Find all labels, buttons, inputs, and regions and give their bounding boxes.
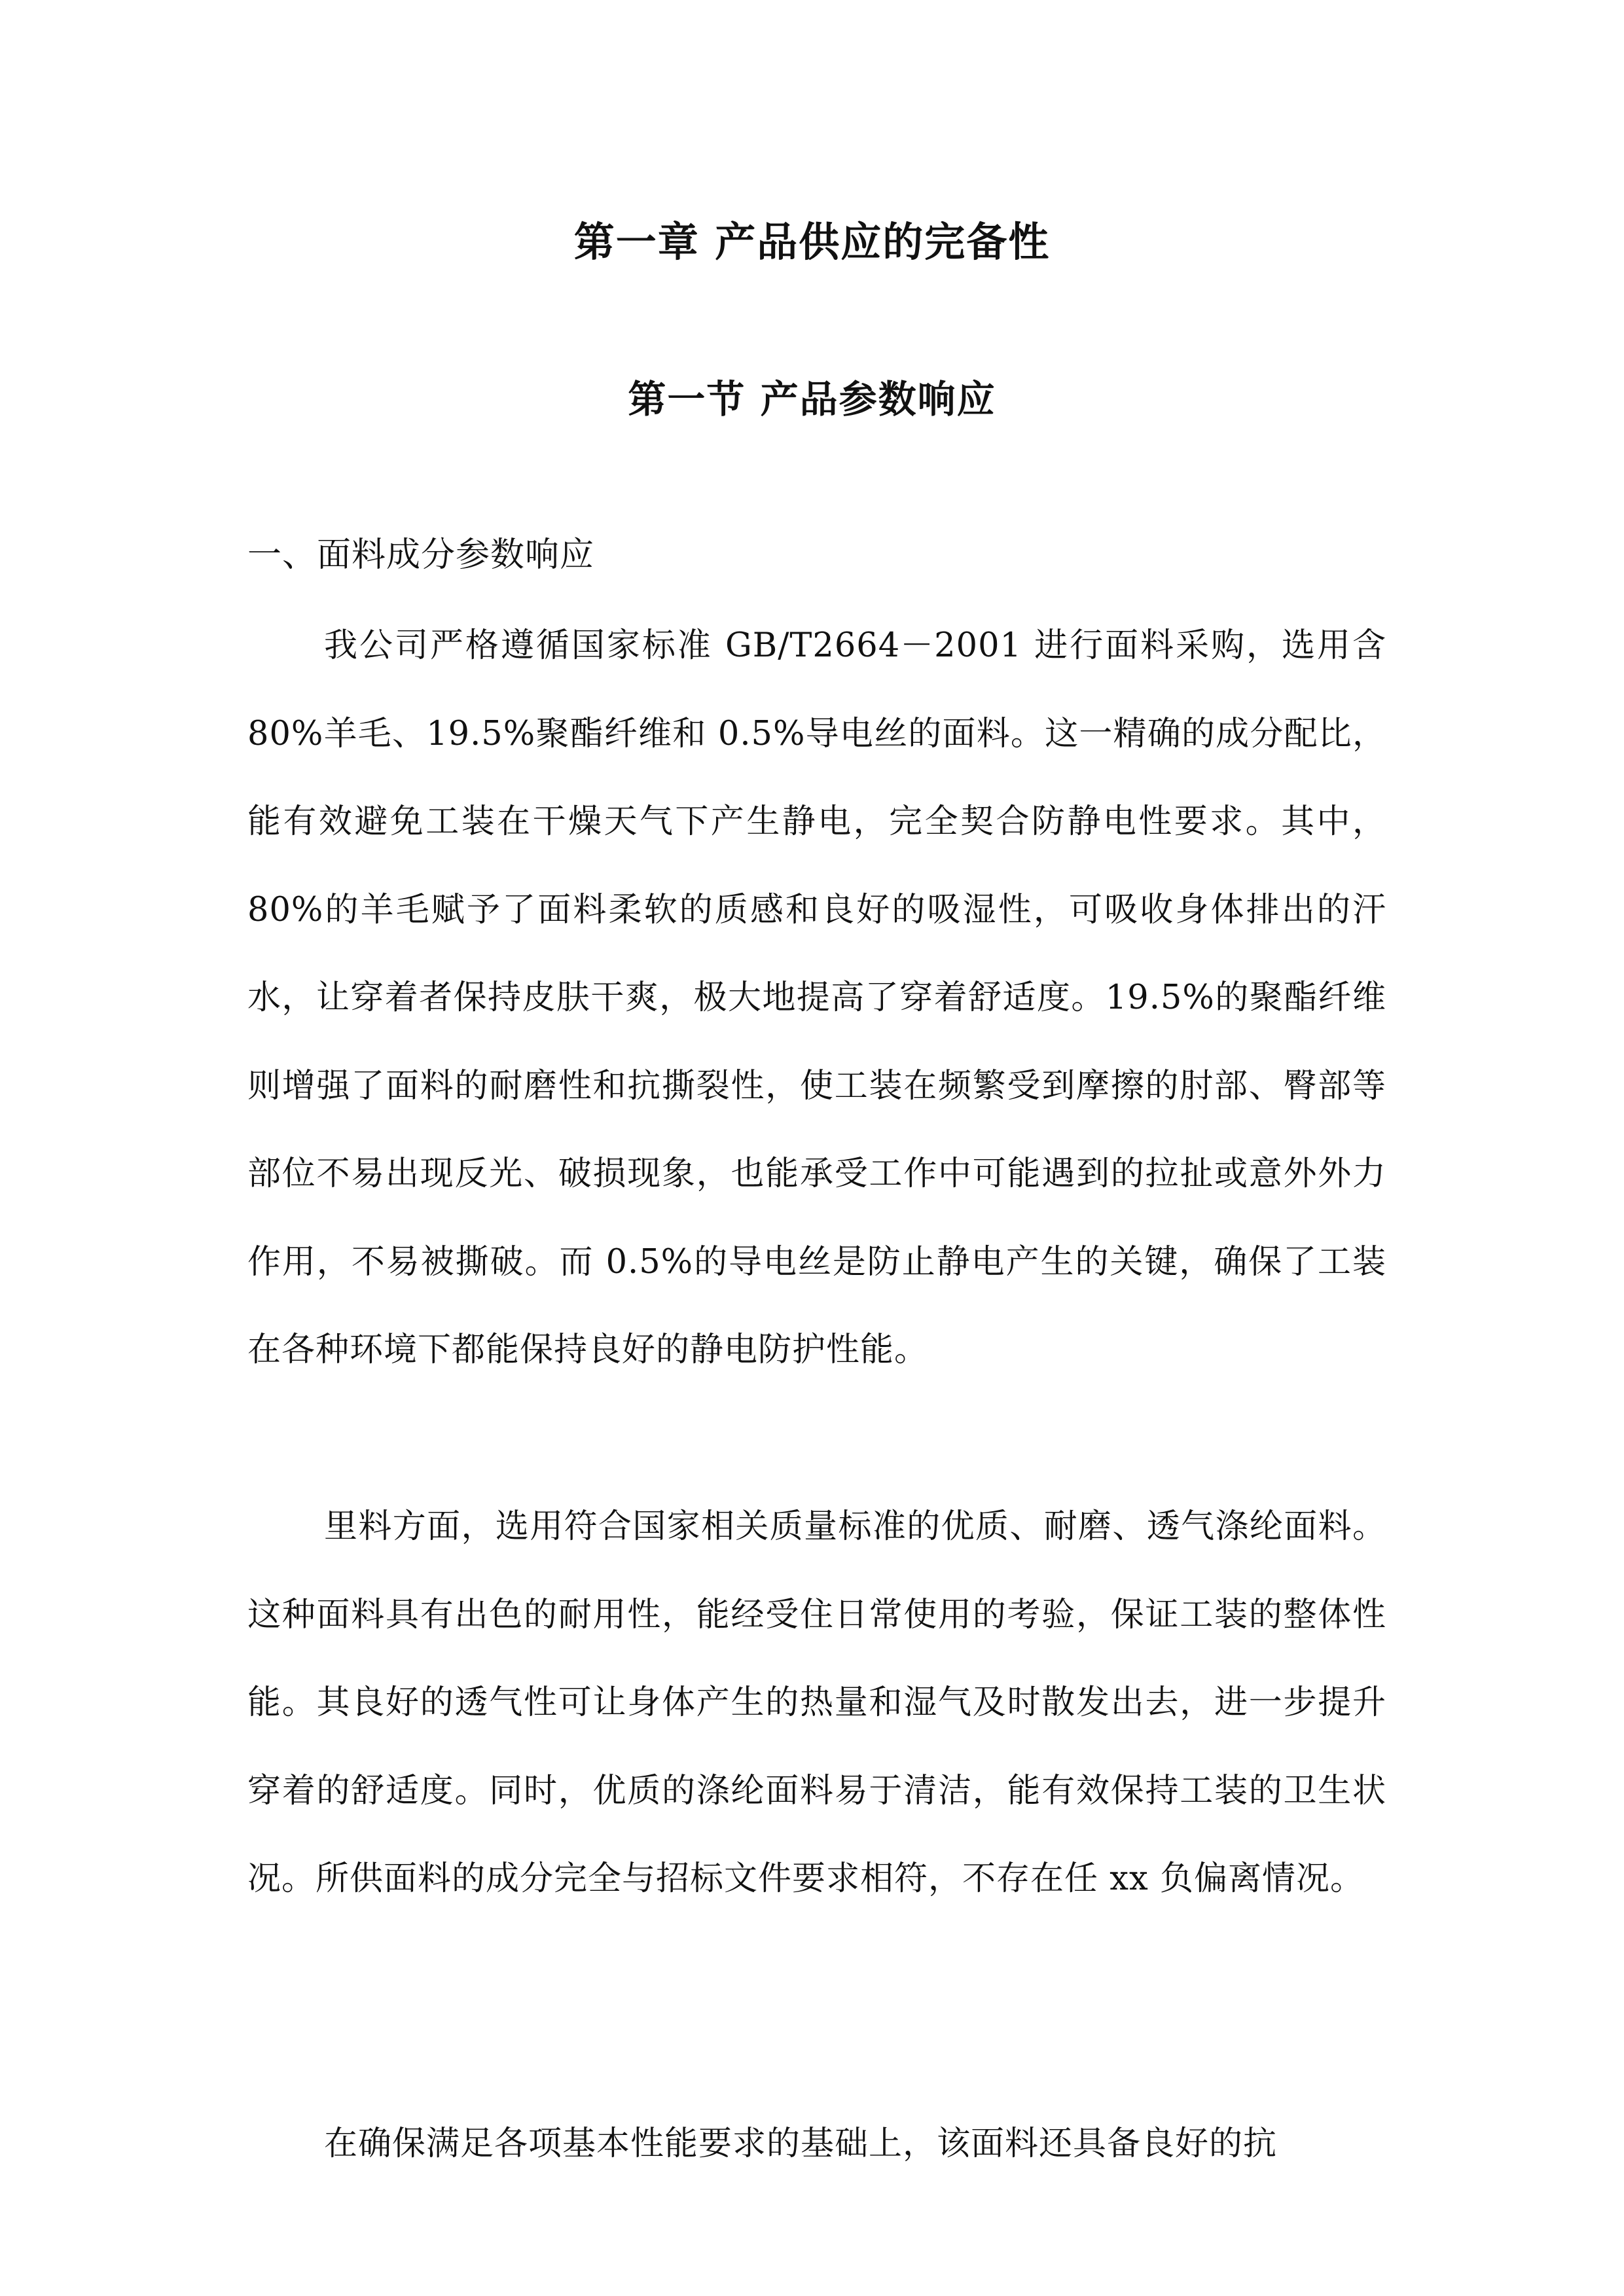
section-title: 第一节 产品参数响应 (628, 377, 996, 422)
paragraph-fabric-composition: 我公司严格遵循国家标准 GB/T2664－2001 进行面料采购，选用含 80%羊毛、19.5%聚酯纤维和 0.5%导电丝的面料。这一精确的成分配比，能有效避免工装在干燥天气下产生静电，完全契合防静电性要求。其中，80%的羊毛赋予了面料柔软的质感和良好的吸湿性，可吸收身体排出的汗水，让穿着者保持皮肤干爽，极大地提高了穿着舒适度。19.5%的聚酯纤维则增强了面料的耐磨性和抗撕裂性，使工装在频繁受到摩擦的肘部、臀部等部位不易出现反光、破损现象，也能承受工作中可能遇到的拉扯或意外外力作用，不易被撕破。而 0.5%的导电丝是防止静电产生的关键，确保了工装在各种环境下都能保持良好的静电防护性能。 (247, 626, 1386, 1369)
paragraph-additional-properties: 在确保满足各项基本性能要求的基础上，该面料还具备良好的抗 (324, 2125, 1278, 2163)
chapter-title: 第一章 产品供应的完备性 (573, 218, 1051, 266)
subheading: 一、面料成分参数响应 (247, 535, 595, 575)
paragraph-lining: 里料方面，选用符合国家相关质量标准的优质、耐磨、透气涤纶面料。这种面料具有出色的耐用性，能经受住日常使用的考验，保证工装的整体性能。其良好的透气性可让身体产生的热量和湿气及时散发出去，进一步提升穿着的舒适度。同时，优质的涤纶面料易于清洁，能有效保持工装的卫生状况。所供面料的成分完全与招标文件要求相符，不存在任 xx 负偏离情况。 (247, 1507, 1386, 1898)
